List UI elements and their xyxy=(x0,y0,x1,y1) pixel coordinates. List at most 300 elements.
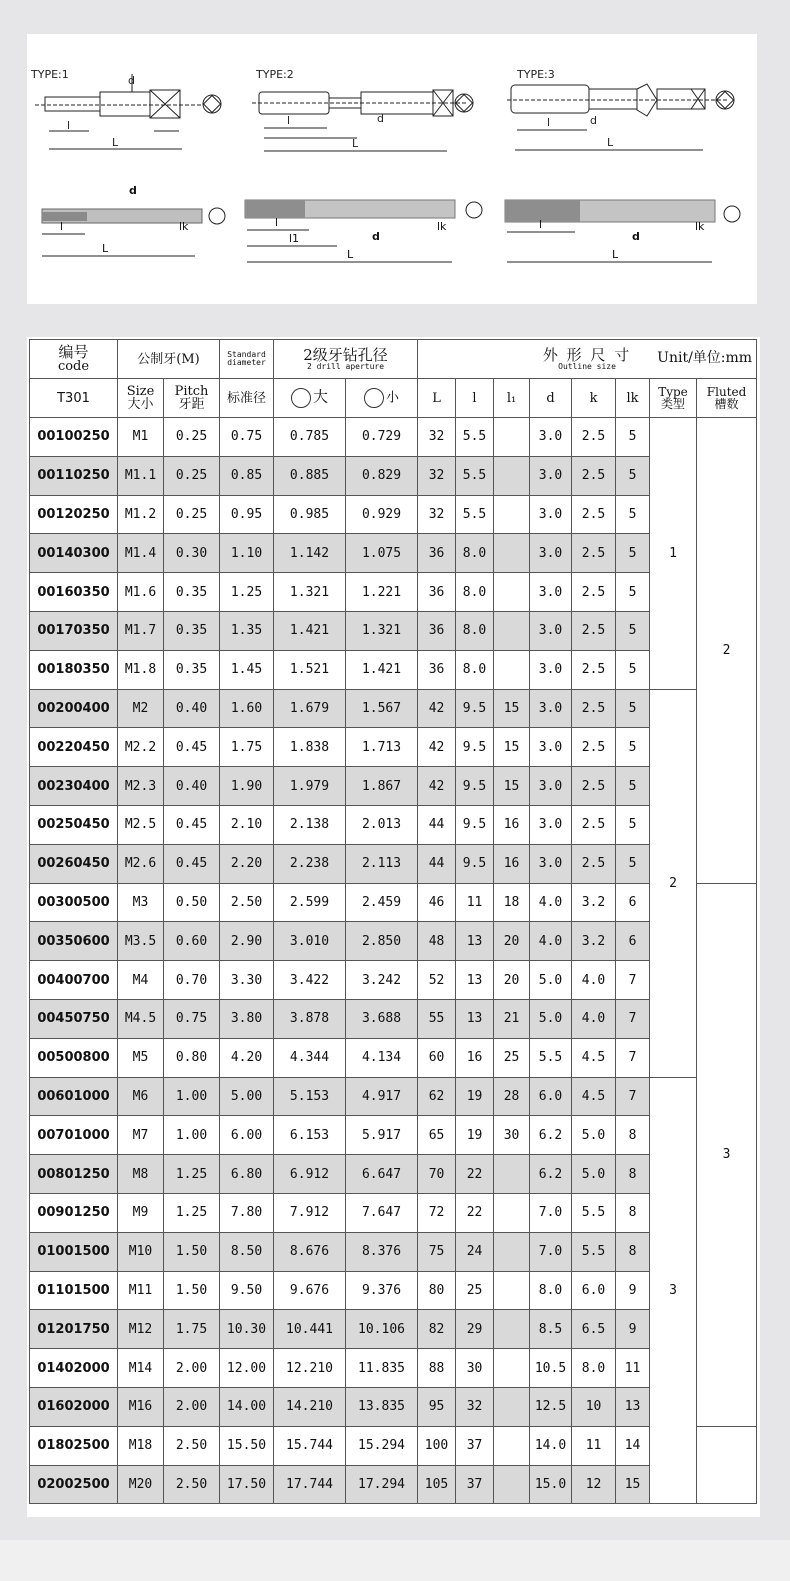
cell-size: M5 xyxy=(118,1038,164,1077)
cell-std-diameter: 1.90 xyxy=(220,767,274,806)
cell-L: 95 xyxy=(418,1387,456,1426)
cell-lk: 5 xyxy=(616,611,650,650)
cell-code: 01802500 xyxy=(30,1426,118,1465)
cell-lk: 5 xyxy=(616,456,650,495)
cell-std-diameter: 2.10 xyxy=(220,805,274,844)
cell-drill-big: 14.210 xyxy=(274,1387,346,1426)
cell-std-diameter: 9.50 xyxy=(220,1271,274,1310)
cell-drill-big: 1.838 xyxy=(274,728,346,767)
type1-photo xyxy=(42,184,225,256)
cell-lk: 5 xyxy=(616,534,650,573)
cell-l1 xyxy=(494,1465,530,1504)
cell-L: 36 xyxy=(418,650,456,689)
cell-l1: 18 xyxy=(494,883,530,922)
cell-code: 00220450 xyxy=(30,728,118,767)
cell-type: 2 xyxy=(650,689,697,1077)
table-row xyxy=(30,1193,757,1232)
cell-k: 2.5 xyxy=(572,456,616,495)
cell-lk: 7 xyxy=(616,1038,650,1077)
cell-std-diameter: 1.45 xyxy=(220,650,274,689)
cell-drill-small: 1.867 xyxy=(346,767,418,806)
cell-pitch: 0.35 xyxy=(164,650,220,689)
cell-drill-big: 3.422 xyxy=(274,961,346,1000)
cell-l1 xyxy=(494,611,530,650)
cell-std-diameter: 6.80 xyxy=(220,1155,274,1194)
cell-std-diameter: 5.00 xyxy=(220,1077,274,1116)
table-row xyxy=(30,1077,757,1116)
cell-L: 36 xyxy=(418,534,456,573)
cell-size: M1.4 xyxy=(118,534,164,573)
header-code: 编号 code xyxy=(30,340,118,379)
cell-std-diameter: 10.30 xyxy=(220,1310,274,1349)
cell-drill-small: 2.013 xyxy=(346,805,418,844)
cell-l1: 15 xyxy=(494,728,530,767)
cell-drill-small: 3.688 xyxy=(346,999,418,1038)
cell-std-diameter: 1.10 xyxy=(220,534,274,573)
cell-k: 2.5 xyxy=(572,534,616,573)
cell-size: M16 xyxy=(118,1387,164,1426)
table-row xyxy=(30,1116,757,1155)
cell-l1 xyxy=(494,1349,530,1388)
type1-dim-d: d xyxy=(128,74,135,87)
cell-drill-small: 0.929 xyxy=(346,495,418,534)
cell-L: 72 xyxy=(418,1193,456,1232)
cell-drill-big: 2.599 xyxy=(274,883,346,922)
cell-L: 55 xyxy=(418,999,456,1038)
cell-std-diameter: 0.95 xyxy=(220,495,274,534)
cell-pitch: 1.50 xyxy=(164,1232,220,1271)
cell-drill-small: 5.917 xyxy=(346,1116,418,1155)
cell-type: 1 xyxy=(650,418,697,690)
cell-L: 36 xyxy=(418,573,456,612)
cell-drill-big: 17.744 xyxy=(274,1465,346,1504)
cell-L: 52 xyxy=(418,961,456,1000)
cell-code: 00110250 xyxy=(30,456,118,495)
cell-l: 5.5 xyxy=(456,418,494,457)
cell-l1 xyxy=(494,495,530,534)
cell-drill-big: 1.679 xyxy=(274,689,346,728)
cell-pitch: 1.00 xyxy=(164,1077,220,1116)
cell-drill-big: 15.744 xyxy=(274,1426,346,1465)
cell-k: 10 xyxy=(572,1387,616,1426)
table-row xyxy=(30,805,757,844)
cell-size: M20 xyxy=(118,1465,164,1504)
cell-k: 2.5 xyxy=(572,844,616,883)
cell-L: 32 xyxy=(418,495,456,534)
cell-type: 3 xyxy=(650,1077,697,1504)
cell-pitch: 0.40 xyxy=(164,689,220,728)
cell-drill-small: 4.134 xyxy=(346,1038,418,1077)
cell-pitch: 1.25 xyxy=(164,1155,220,1194)
cell-drill-small: 17.294 xyxy=(346,1465,418,1504)
svg-text:l: l xyxy=(547,116,551,129)
cell-k: 5.5 xyxy=(572,1193,616,1232)
cell-drill-small: 0.829 xyxy=(346,456,418,495)
svg-text:lk: lk xyxy=(179,220,189,233)
cell-d: 3.0 xyxy=(530,767,572,806)
cell-lk: 5 xyxy=(616,728,650,767)
header-size: Size 大小 xyxy=(118,379,164,418)
cell-code: 00801250 xyxy=(30,1155,118,1194)
cell-k: 4.5 xyxy=(572,1077,616,1116)
cell-k: 4.0 xyxy=(572,961,616,1000)
header-std-diameter: Standard diameter xyxy=(220,340,274,379)
cell-d: 5.0 xyxy=(530,999,572,1038)
table-row xyxy=(30,1038,757,1077)
cell-k: 2.5 xyxy=(572,689,616,728)
cell-lk: 5 xyxy=(616,689,650,728)
cell-lk: 8 xyxy=(616,1155,650,1194)
cell-L: 88 xyxy=(418,1349,456,1388)
cell-std-diameter: 1.75 xyxy=(220,728,274,767)
cell-code: 00230400 xyxy=(30,767,118,806)
svg-text:d: d xyxy=(129,184,137,197)
cell-l: 22 xyxy=(456,1193,494,1232)
circle-icon xyxy=(364,388,384,408)
cell-lk: 9 xyxy=(616,1310,650,1349)
cell-drill-big: 2.238 xyxy=(274,844,346,883)
cell-d: 5.5 xyxy=(530,1038,572,1077)
cell-pitch: 0.25 xyxy=(164,495,220,534)
table-row xyxy=(30,1349,757,1388)
cell-code: 00601000 xyxy=(30,1077,118,1116)
cell-k: 5.0 xyxy=(572,1116,616,1155)
cell-drill-small: 1.075 xyxy=(346,534,418,573)
cell-drill-big: 0.885 xyxy=(274,456,346,495)
type1-label: TYPE:1 xyxy=(31,68,69,81)
cell-pitch: 1.50 xyxy=(164,1271,220,1310)
cell-pitch: 0.45 xyxy=(164,728,220,767)
cell-drill-small: 6.647 xyxy=(346,1155,418,1194)
type2-label: TYPE:2 xyxy=(256,68,294,81)
cell-L: 48 xyxy=(418,922,456,961)
table-row xyxy=(30,573,757,612)
cell-pitch: 2.00 xyxy=(164,1349,220,1388)
table-row xyxy=(30,1155,757,1194)
cell-pitch: 0.60 xyxy=(164,922,220,961)
cell-l1 xyxy=(494,1271,530,1310)
cell-code: 01201750 xyxy=(30,1310,118,1349)
cell-k: 5.5 xyxy=(572,1232,616,1271)
cell-drill-big: 10.441 xyxy=(274,1310,346,1349)
svg-text:L: L xyxy=(352,137,359,150)
cell-k: 2.5 xyxy=(572,650,616,689)
cell-l: 9.5 xyxy=(456,844,494,883)
table-row xyxy=(30,689,757,728)
cell-size: M4.5 xyxy=(118,999,164,1038)
cell-std-diameter: 7.80 xyxy=(220,1193,274,1232)
cell-code: 01101500 xyxy=(30,1271,118,1310)
cell-d: 3.0 xyxy=(530,728,572,767)
cell-l1 xyxy=(494,534,530,573)
cell-l: 9.5 xyxy=(456,805,494,844)
cell-l: 30 xyxy=(456,1349,494,1388)
cell-l: 19 xyxy=(456,1077,494,1116)
cell-k: 2.5 xyxy=(572,573,616,612)
spec-table-body xyxy=(30,418,757,1504)
cell-size: M11 xyxy=(118,1271,164,1310)
cell-code: 00350600 xyxy=(30,922,118,961)
type2-photo xyxy=(245,200,482,262)
cell-k: 2.5 xyxy=(572,611,616,650)
cell-lk: 8 xyxy=(616,1116,650,1155)
table-row xyxy=(30,1232,757,1271)
cell-lk: 11 xyxy=(616,1349,650,1388)
cell-l1: 15 xyxy=(494,689,530,728)
cell-code: 00180350 xyxy=(30,650,118,689)
cell-lk: 8 xyxy=(616,1232,650,1271)
cell-code: 00400700 xyxy=(30,961,118,1000)
cell-drill-big: 7.912 xyxy=(274,1193,346,1232)
cell-pitch: 0.25 xyxy=(164,456,220,495)
svg-text:L: L xyxy=(347,248,354,261)
header-d: d xyxy=(530,379,572,418)
cell-d: 8.5 xyxy=(530,1310,572,1349)
cell-size: M4 xyxy=(118,961,164,1000)
type2-dim-d: d xyxy=(377,112,384,125)
cell-fluted xyxy=(697,1426,757,1504)
cell-l1 xyxy=(494,418,530,457)
series-label: T301 xyxy=(30,379,118,418)
cell-k: 12 xyxy=(572,1465,616,1504)
cell-size: M14 xyxy=(118,1349,164,1388)
table-row xyxy=(30,961,757,1000)
cell-pitch: 0.75 xyxy=(164,999,220,1038)
cell-drill-small: 7.647 xyxy=(346,1193,418,1232)
svg-text:L: L xyxy=(612,248,619,261)
cell-drill-big: 6.912 xyxy=(274,1155,346,1194)
cell-drill-big: 0.785 xyxy=(274,418,346,457)
header-type: Type 类型 xyxy=(650,379,697,418)
cell-d: 3.0 xyxy=(530,611,572,650)
table-row xyxy=(30,844,757,883)
cell-drill-small: 13.835 xyxy=(346,1387,418,1426)
svg-text:L: L xyxy=(112,136,119,149)
cell-d: 4.0 xyxy=(530,883,572,922)
cell-code: 00170350 xyxy=(30,611,118,650)
cell-d: 8.0 xyxy=(530,1271,572,1310)
cell-pitch: 0.35 xyxy=(164,573,220,612)
cell-drill-big: 5.153 xyxy=(274,1077,346,1116)
cell-k: 6.5 xyxy=(572,1310,616,1349)
cell-L: 44 xyxy=(418,844,456,883)
table-row xyxy=(30,1465,757,1504)
table-row xyxy=(30,456,757,495)
cell-size: M1.2 xyxy=(118,495,164,534)
cell-lk: 7 xyxy=(616,961,650,1000)
cell-size: M1 xyxy=(118,418,164,457)
cell-l1: 28 xyxy=(494,1077,530,1116)
cell-l: 37 xyxy=(456,1426,494,1465)
cell-std-diameter: 0.85 xyxy=(220,456,274,495)
type2-drawing xyxy=(252,68,473,151)
cell-code: 00260450 xyxy=(30,844,118,883)
cell-size: M6 xyxy=(118,1077,164,1116)
cell-d: 3.0 xyxy=(530,689,572,728)
cell-l1: 30 xyxy=(494,1116,530,1155)
cell-lk: 7 xyxy=(616,1077,650,1116)
cell-pitch: 2.50 xyxy=(164,1465,220,1504)
cell-l1: 20 xyxy=(494,922,530,961)
cell-std-diameter: 1.60 xyxy=(220,689,274,728)
cell-d: 3.0 xyxy=(530,805,572,844)
cell-l: 8.0 xyxy=(456,611,494,650)
cell-size: M9 xyxy=(118,1193,164,1232)
cell-size: M12 xyxy=(118,1310,164,1349)
header-big: 大 xyxy=(274,379,346,418)
cell-code: 00120250 xyxy=(30,495,118,534)
cell-d: 6.2 xyxy=(530,1116,572,1155)
svg-text:l: l xyxy=(275,216,279,229)
cell-std-diameter: 15.50 xyxy=(220,1426,274,1465)
spec-sheet xyxy=(27,337,760,1517)
cell-drill-big: 0.985 xyxy=(274,495,346,534)
cell-L: 32 xyxy=(418,456,456,495)
cell-l: 13 xyxy=(456,961,494,1000)
cell-drill-small: 3.242 xyxy=(346,961,418,1000)
cell-lk: 6 xyxy=(616,883,650,922)
cell-l: 8.0 xyxy=(456,534,494,573)
cell-d: 10.5 xyxy=(530,1349,572,1388)
cell-drill-big: 8.676 xyxy=(274,1232,346,1271)
header-l: l xyxy=(456,379,494,418)
cell-size: M2.5 xyxy=(118,805,164,844)
cell-std-diameter: 0.75 xyxy=(220,418,274,457)
cell-l1 xyxy=(494,1310,530,1349)
cell-lk: 14 xyxy=(616,1426,650,1465)
cell-lk: 5 xyxy=(616,495,650,534)
cell-d: 7.0 xyxy=(530,1232,572,1271)
cell-code: 00160350 xyxy=(30,573,118,612)
cell-d: 3.0 xyxy=(530,418,572,457)
cell-fluted: 3 xyxy=(697,883,757,1426)
type3-drawing xyxy=(507,68,734,150)
cell-d: 12.5 xyxy=(530,1387,572,1426)
cell-size: M1.6 xyxy=(118,573,164,612)
cell-size: M2.2 xyxy=(118,728,164,767)
svg-text:l: l xyxy=(60,220,64,233)
cell-k: 2.5 xyxy=(572,495,616,534)
circle-icon xyxy=(291,388,311,408)
spec-table xyxy=(29,339,757,1504)
cell-l: 8.0 xyxy=(456,573,494,612)
cell-size: M3.5 xyxy=(118,922,164,961)
cell-drill-big: 1.142 xyxy=(274,534,346,573)
cell-d: 3.0 xyxy=(530,844,572,883)
cell-lk: 5 xyxy=(616,805,650,844)
cell-k: 6.0 xyxy=(572,1271,616,1310)
cell-l1: 25 xyxy=(494,1038,530,1077)
cell-code: 00200400 xyxy=(30,689,118,728)
table-row xyxy=(30,1426,757,1465)
cell-std-diameter: 3.80 xyxy=(220,999,274,1038)
unit-label: Unit/单位:mm xyxy=(657,350,753,366)
cell-L: 70 xyxy=(418,1155,456,1194)
cell-L: 42 xyxy=(418,728,456,767)
header-small: 小 xyxy=(346,379,418,418)
cell-l: 25 xyxy=(456,1271,494,1310)
cell-d: 3.0 xyxy=(530,534,572,573)
cell-std-diameter: 4.20 xyxy=(220,1038,274,1077)
cell-L: 44 xyxy=(418,805,456,844)
cell-d: 4.0 xyxy=(530,922,572,961)
cell-d: 14.0 xyxy=(530,1426,572,1465)
cell-lk: 7 xyxy=(616,999,650,1038)
cell-code: 00450750 xyxy=(30,999,118,1038)
cell-L: 105 xyxy=(418,1465,456,1504)
table-row xyxy=(30,650,757,689)
cell-std-diameter: 3.30 xyxy=(220,961,274,1000)
table-row xyxy=(30,495,757,534)
cell-pitch: 0.40 xyxy=(164,767,220,806)
cell-size: M7 xyxy=(118,1116,164,1155)
type3-dim-d: d xyxy=(590,114,597,127)
table-row xyxy=(30,534,757,573)
cell-k: 2.5 xyxy=(572,728,616,767)
cell-l: 5.5 xyxy=(456,456,494,495)
cell-L: 100 xyxy=(418,1426,456,1465)
cell-drill-big: 1.421 xyxy=(274,611,346,650)
cell-l: 8.0 xyxy=(456,650,494,689)
cell-L: 62 xyxy=(418,1077,456,1116)
cell-code: 00901250 xyxy=(30,1193,118,1232)
cell-k: 2.5 xyxy=(572,767,616,806)
cell-drill-big: 1.979 xyxy=(274,767,346,806)
cell-l: 13 xyxy=(456,999,494,1038)
cell-size: M1.1 xyxy=(118,456,164,495)
cell-size: M1.8 xyxy=(118,650,164,689)
table-row xyxy=(30,611,757,650)
cell-l1 xyxy=(494,1232,530,1271)
svg-text:L: L xyxy=(607,136,614,149)
cell-l1 xyxy=(494,1387,530,1426)
cell-std-diameter: 8.50 xyxy=(220,1232,274,1271)
table-row xyxy=(30,922,757,961)
cell-d: 3.0 xyxy=(530,456,572,495)
cell-l1 xyxy=(494,650,530,689)
cell-drill-small: 1.221 xyxy=(346,573,418,612)
cell-k: 5.0 xyxy=(572,1155,616,1194)
svg-text:lk: lk xyxy=(695,220,705,233)
cell-code: 01402000 xyxy=(30,1349,118,1388)
cell-l1 xyxy=(494,1193,530,1232)
svg-text:L: L xyxy=(102,242,109,255)
cell-code: 00250450 xyxy=(30,805,118,844)
cell-d: 15.0 xyxy=(530,1465,572,1504)
cell-lk: 5 xyxy=(616,650,650,689)
cell-lk: 5 xyxy=(616,418,650,457)
cell-l: 5.5 xyxy=(456,495,494,534)
cell-d: 6.0 xyxy=(530,1077,572,1116)
cell-l: 22 xyxy=(456,1155,494,1194)
cell-drill-big: 1.321 xyxy=(274,573,346,612)
cell-std-diameter: 12.00 xyxy=(220,1349,274,1388)
tap-drawings xyxy=(27,34,757,304)
cell-pitch: 0.45 xyxy=(164,805,220,844)
cell-pitch: 2.00 xyxy=(164,1387,220,1426)
cell-drill-big: 6.153 xyxy=(274,1116,346,1155)
header-lk: lk xyxy=(616,379,650,418)
cell-l: 9.5 xyxy=(456,689,494,728)
cell-drill-small: 1.713 xyxy=(346,728,418,767)
cell-drill-small: 1.567 xyxy=(346,689,418,728)
cell-std-diameter: 1.25 xyxy=(220,573,274,612)
cell-drill-big: 1.521 xyxy=(274,650,346,689)
cell-code: 00100250 xyxy=(30,418,118,457)
table-row xyxy=(30,728,757,767)
cell-drill-small: 2.850 xyxy=(346,922,418,961)
cell-l1 xyxy=(494,1426,530,1465)
